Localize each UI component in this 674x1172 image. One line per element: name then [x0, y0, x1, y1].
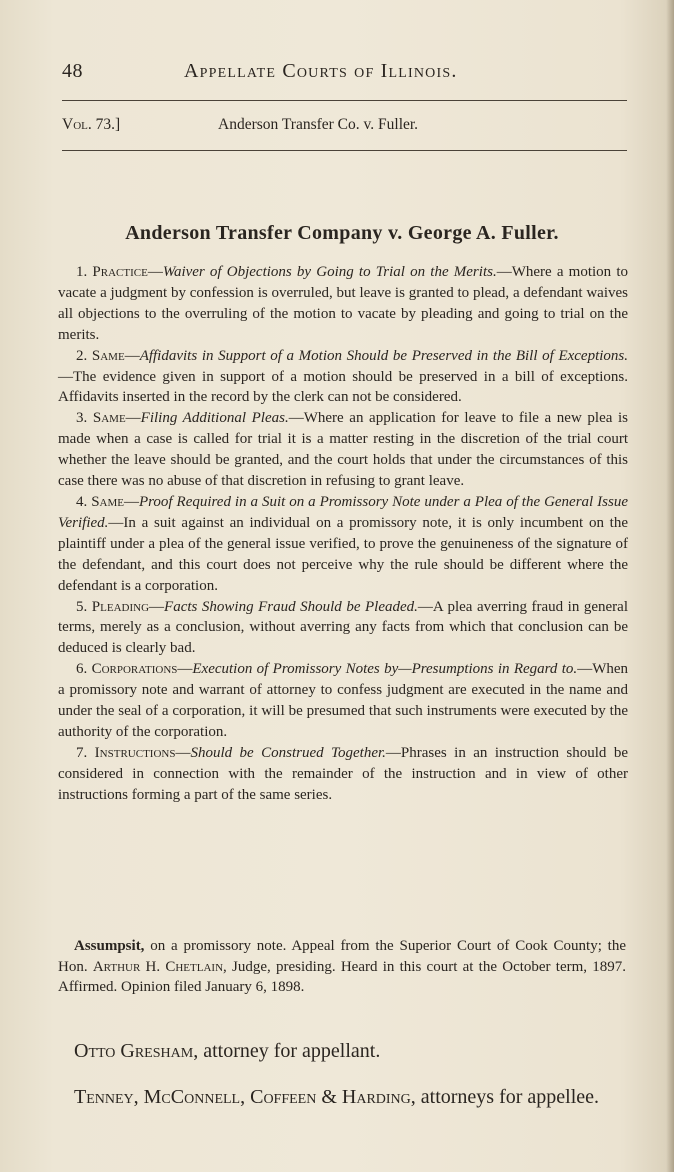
point-text: Where a motion to vacate a judgment by confession is overruled, but leave is granted to plead, a defendant waives all objections to the overruling of the motion to vacate by pleading and going to trial on the merits.	[58, 264, 629, 343]
page-header	[62, 60, 622, 90]
header-rule-top	[62, 100, 627, 101]
point-topic: Corporations	[91, 661, 178, 678]
statement-text-after: Judge, presiding. Heard in this court at the October term, 1897. Affirmed. Opinion filed January 6, 1898.	[58, 958, 627, 995]
point-heading: Should be Construed Together.	[190, 744, 386, 761]
statement-text: on a promissory note. Appeal from the Superior Court of Cook County; the Hon.	[58, 938, 626, 975]
point-number: 5.	[76, 598, 88, 615]
appellee-attorney-names: Tenney, McConnell, Coffeen & Harding,	[74, 1086, 416, 1108]
point-heading: Execution of Promissory Notes by—Presumptions in Regard to.	[192, 661, 578, 678]
syllabus-point: 2. Same—Affidavits in Support of a Motion Should be Preserved in the Bill of Exceptions.—The evidence given in support of a motion should be preserved in a bill of exceptions. Affidavits inserted in the record by the clerk can not be considered.	[58, 347, 629, 406]
point-heading: Filing Additional Pleas.	[140, 410, 289, 427]
point-number: 2.	[76, 347, 88, 364]
syllabus-point: 6. Corporations—Execution of Promissory Notes by—Presumptions in Regard to.—When a promissory note and warrant of attorney to confess judgment are executed in the name and under the seal of a corporation, it will be presumed that such instruments were executed by the authority of the corporation.	[58, 661, 629, 740]
volume-label: Vol. 73.]	[62, 116, 121, 133]
appellant-attorney	[74, 1038, 614, 1065]
syllabus-point: 1. Practice—Waiver of Objections by Going to Trial on the Merits.—Where a motion to vacate a judgment by confession is overruled, but leave is granted to plead, a defendant waives all objections to the overruling of the motion to vacate by pleading and going to trial on the merits.	[58, 264, 629, 343]
point-heading: Affidavits in Support of a Motion Should be Preserved in the Bill of Exceptions.	[139, 347, 629, 364]
point-topic: Same	[91, 347, 125, 364]
point-topic: Pleading	[91, 598, 150, 615]
appellee-attorney-role: attorneys for appellee.	[420, 1086, 600, 1108]
judge-name: Arthur H. Chetlain,	[92, 958, 227, 975]
point-number: 3.	[76, 410, 88, 427]
syllabus-point: 4. Same—Proof Required in a Suit on a Promissory Note under a Plea of the General Issue Verified.—In a suit against an individual on a promissory note, it is only incumbent on the plaintiff under a plea of the general issue verified, to prove the genuineness of the signature of the defendant, and this court does not perceive why the rule should be different where the defendant is a corporation.	[58, 493, 628, 594]
page-number: 48	[62, 60, 83, 82]
point-topic: Same	[91, 493, 124, 510]
point-topic: Same	[92, 410, 126, 427]
point-text: When a promissory note and warrant of attorney to confess judgment are executed in the name and under the seal of a corporation, it will be presumed that such instruments were executed by the authority of the corporation.	[58, 661, 629, 740]
point-text: In a suit against an individual on a promissory note, it is only incumbent on the plaintiff under a plea of the general issue verified, to prove the genuineness of the signature of the defendant, and this court does not perceive why the rule should be different where the defendant is a corporation.	[58, 514, 628, 594]
header-rule-bottom	[62, 150, 627, 151]
case-statement	[58, 936, 626, 998]
point-heading: Waiver of Objections by Going to Trial on the Merits.	[162, 264, 497, 280]
point-text: Phrases in an instruction should be considered in connection with the remainder of the instruction and in view of other instructions forming a part of the same series.	[58, 744, 628, 803]
point-heading: Facts Showing Fraud Should be Pleaded.	[164, 598, 418, 615]
syllabus	[58, 262, 628, 806]
appellee-attorneys	[74, 1084, 624, 1111]
appellant-attorney-role: attorney for appellant.	[203, 1040, 381, 1062]
point-text: The evidence given in support of a motion should be preserved in a bill of exceptions. Affidavits inserted in the record by the clerk can not be considered.	[58, 368, 628, 406]
syllabus-point: 7. Instructions—Should be Construed Together.—Phrases in an instruction should be considered in connection with the remainder of the instruction and in view of other instructions forming a part of the same series.	[58, 744, 628, 803]
page-edge-shadow	[666, 0, 674, 1172]
point-number: 4.	[76, 493, 88, 510]
statement-lead: Assumpsit,	[74, 938, 145, 954]
case-caption: Anderson Transfer Co. v. Fuller.	[218, 116, 419, 133]
point-topic: Instructions	[94, 744, 176, 761]
case-title: Anderson Transfer Company v. George A. Fuller.	[125, 222, 559, 244]
point-heading: Proof Required in a Suit on a Promissory Note under a Plea of the General Issue Verified.	[58, 493, 628, 531]
point-text: Where an application for leave to file a new plea is made when a case is called for trial it is a matter resting in the discretion of the trial court whether the leave should be granted, and the court holds that under the circumstances of this case there was no abuse of that discretion in refusing to grant leave.	[58, 410, 628, 490]
point-topic: Practice	[92, 264, 148, 280]
appellant-attorney-name: Otto Gresham,	[74, 1040, 199, 1062]
point-number: 6.	[76, 661, 88, 678]
point-text: A plea averring fraud in general terms, merely as a conclusion, without averring any facts from which that conclusion can be deduced is clearly bad.	[58, 598, 629, 657]
syllabus-point: 3. Same—Filing Additional Pleas.—Where an application for leave to file a new plea is made when a case is called for trial it is a matter resting in the discretion of the trial court whether the leave should be granted, and the court holds that under the circumstances of this case there was no abuse of that discretion in refusing to grant leave.	[58, 410, 628, 490]
point-number: 1.	[76, 264, 88, 280]
point-number: 7.	[76, 744, 88, 761]
running-title: Appellate Courts of Illinois.	[184, 60, 458, 82]
syllabus-point: 5. Pleading—Facts Showing Fraud Should be Pleaded.—A plea averring fraud in general terms, merely as a conclusion, without averring any facts from which that conclusion can be deduced is clearly bad.	[58, 598, 629, 657]
